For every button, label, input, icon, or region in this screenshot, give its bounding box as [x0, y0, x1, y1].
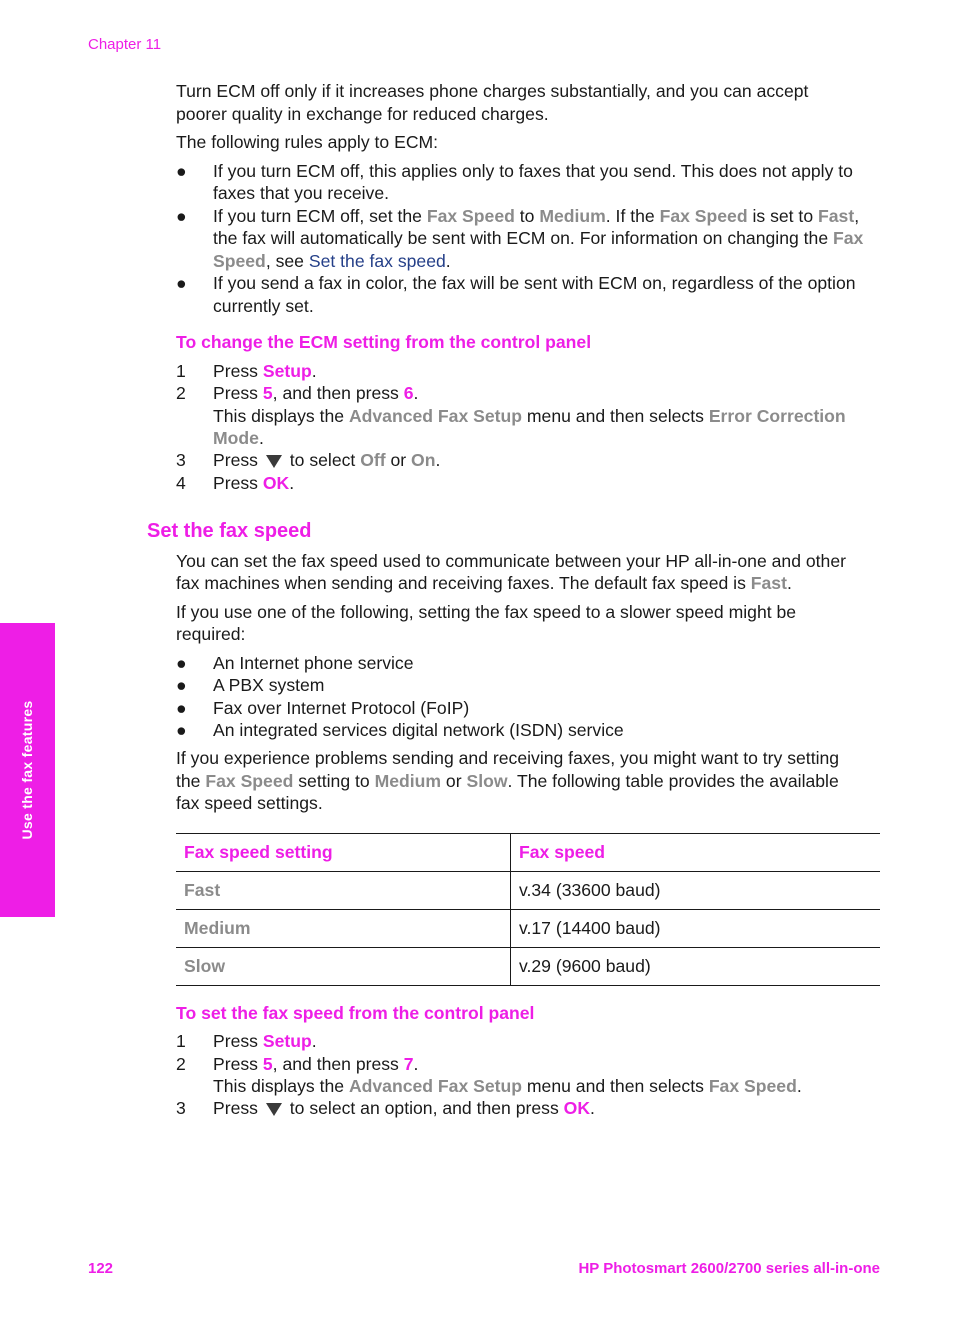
table-cell: Medium	[176, 910, 511, 948]
speed-para-2-line-1: If you use one of the following, setting the fax speed to a slower speed might be	[176, 602, 797, 622]
list-item: Fax over Internet Protocol (FoIP)	[213, 698, 470, 718]
set-fax-speed-link[interactable]: Set the fax speed	[308, 251, 446, 271]
fax-speed-table	[176, 833, 880, 986]
list-item: An integrated services digital network (ISDN) service	[213, 720, 624, 740]
down-arrow-icon	[266, 1103, 282, 1116]
step-number: 3	[176, 450, 186, 470]
speed-para-2-line-2: required:	[176, 624, 246, 644]
table-header-cell: Fax speed	[511, 834, 881, 872]
ecm-bullet-1-line-1: If you turn ECM off, this applies only to faxes that you send. This does not apply to	[213, 161, 853, 181]
table-row	[176, 872, 880, 910]
table-cell: Fast	[176, 872, 511, 910]
table-cell: v.29 (9600 baud)	[511, 948, 881, 986]
down-arrow-icon	[266, 455, 282, 468]
bullet-icon: ●	[176, 273, 187, 293]
section-heading: Set the fax speed	[147, 520, 312, 542]
speed-step-1: Press Setup.	[213, 1031, 317, 1051]
bullet-icon: ●	[176, 675, 187, 695]
ecm-bullet-2-line-3: Speed, see Set the fax speed.	[213, 251, 451, 271]
list-item: A PBX system	[213, 675, 325, 695]
step-number: 1	[176, 361, 186, 381]
bullet-icon: ●	[176, 653, 187, 673]
ecm-step-2: Press 5, and then press 6.	[213, 383, 419, 403]
ecm-rules-intro: The following rules apply to ECM:	[176, 132, 439, 152]
list-item: An Internet phone service	[213, 653, 414, 673]
ecm-procedure-heading: To change the ECM setting from the control panel	[176, 332, 592, 352]
ecm-step-4: Press OK.	[213, 473, 295, 493]
bullet-icon: ●	[176, 720, 187, 740]
table-header-cell: Fax speed setting	[176, 834, 511, 872]
table-row	[176, 948, 880, 986]
step-number: 2	[176, 383, 186, 403]
ecm-intro-line-2: poorer quality in exchange for reduced charges.	[176, 104, 549, 124]
speed-procedure-heading: To set the fax speed from the control panel	[176, 1003, 535, 1023]
step-number: 1	[176, 1031, 186, 1051]
ecm-step-3: Press to select Off or On.	[213, 450, 441, 470]
ecm-step-1: Press Setup.	[213, 361, 317, 381]
bullet-icon: ●	[176, 698, 187, 718]
ecm-bullet-1-line-2: faxes that you receive.	[213, 183, 390, 203]
bullet-icon: ●	[176, 206, 187, 226]
speed-para-3-line-3: fax speed settings.	[176, 793, 323, 813]
speed-step-2-detail: This displays the Advanced Fax Setup menu and then selects Fax Speed.	[213, 1076, 802, 1096]
table-row	[176, 910, 880, 948]
speed-para-1-line-2: fax machines when sending and receiving faxes. The default fax speed is Fast.	[176, 573, 792, 593]
step-number: 4	[176, 473, 186, 493]
table-cell: v.17 (14400 baud)	[511, 910, 881, 948]
ecm-step-2-detail-line-1: This displays the Advanced Fax Setup menu and then selects Error Correction	[213, 406, 846, 426]
ecm-intro-line-1: Turn ECM off only if it increases phone charges substantially, and you can accept	[176, 81, 809, 101]
table-cell: Slow	[176, 948, 511, 986]
ecm-bullet-2-line-1: If you turn ECM off, set the Fax Speed to Medium. If the Fax Speed is set to Fast,	[213, 206, 860, 226]
step-number: 2	[176, 1054, 186, 1074]
speed-step-3: Press to select an option, and then press OK.	[213, 1098, 595, 1118]
table-cell: v.34 (33600 baud)	[511, 872, 881, 910]
side-tab-label: Use the fax features	[19, 700, 35, 840]
step-number: 3	[176, 1098, 186, 1118]
ecm-bullet-2-line-2: the fax will automatically be sent with ECM on. For information on changing the Fax	[213, 228, 864, 248]
speed-para-3-line-2: the Fax Speed setting to Medium or Slow. The following table provides the available	[176, 771, 839, 791]
ecm-bullet-3-line-2: currently set.	[213, 296, 314, 316]
speed-para-1-line-1: You can set the fax speed used to communicate between your HP all-in-one and other	[176, 551, 846, 571]
page-number: 122	[88, 1260, 114, 1277]
table-header-row	[176, 834, 880, 872]
ecm-bullet-3-line-1: If you send a fax in color, the fax will be sent with ECM on, regardless of the option	[213, 273, 856, 293]
ecm-step-2-detail-line-2: Mode.	[213, 428, 264, 448]
speed-step-2: Press 5, and then press 7.	[213, 1054, 419, 1074]
bullet-icon: ●	[176, 161, 187, 181]
speed-para-3-line-1: If you experience problems sending and receiving faxes, you might want to try setting	[176, 748, 840, 768]
chapter-label: Chapter 11	[88, 36, 162, 53]
footer-title: HP Photosmart 2600/2700 series all-in-one	[578, 1260, 880, 1277]
side-tab	[0, 623, 55, 917]
